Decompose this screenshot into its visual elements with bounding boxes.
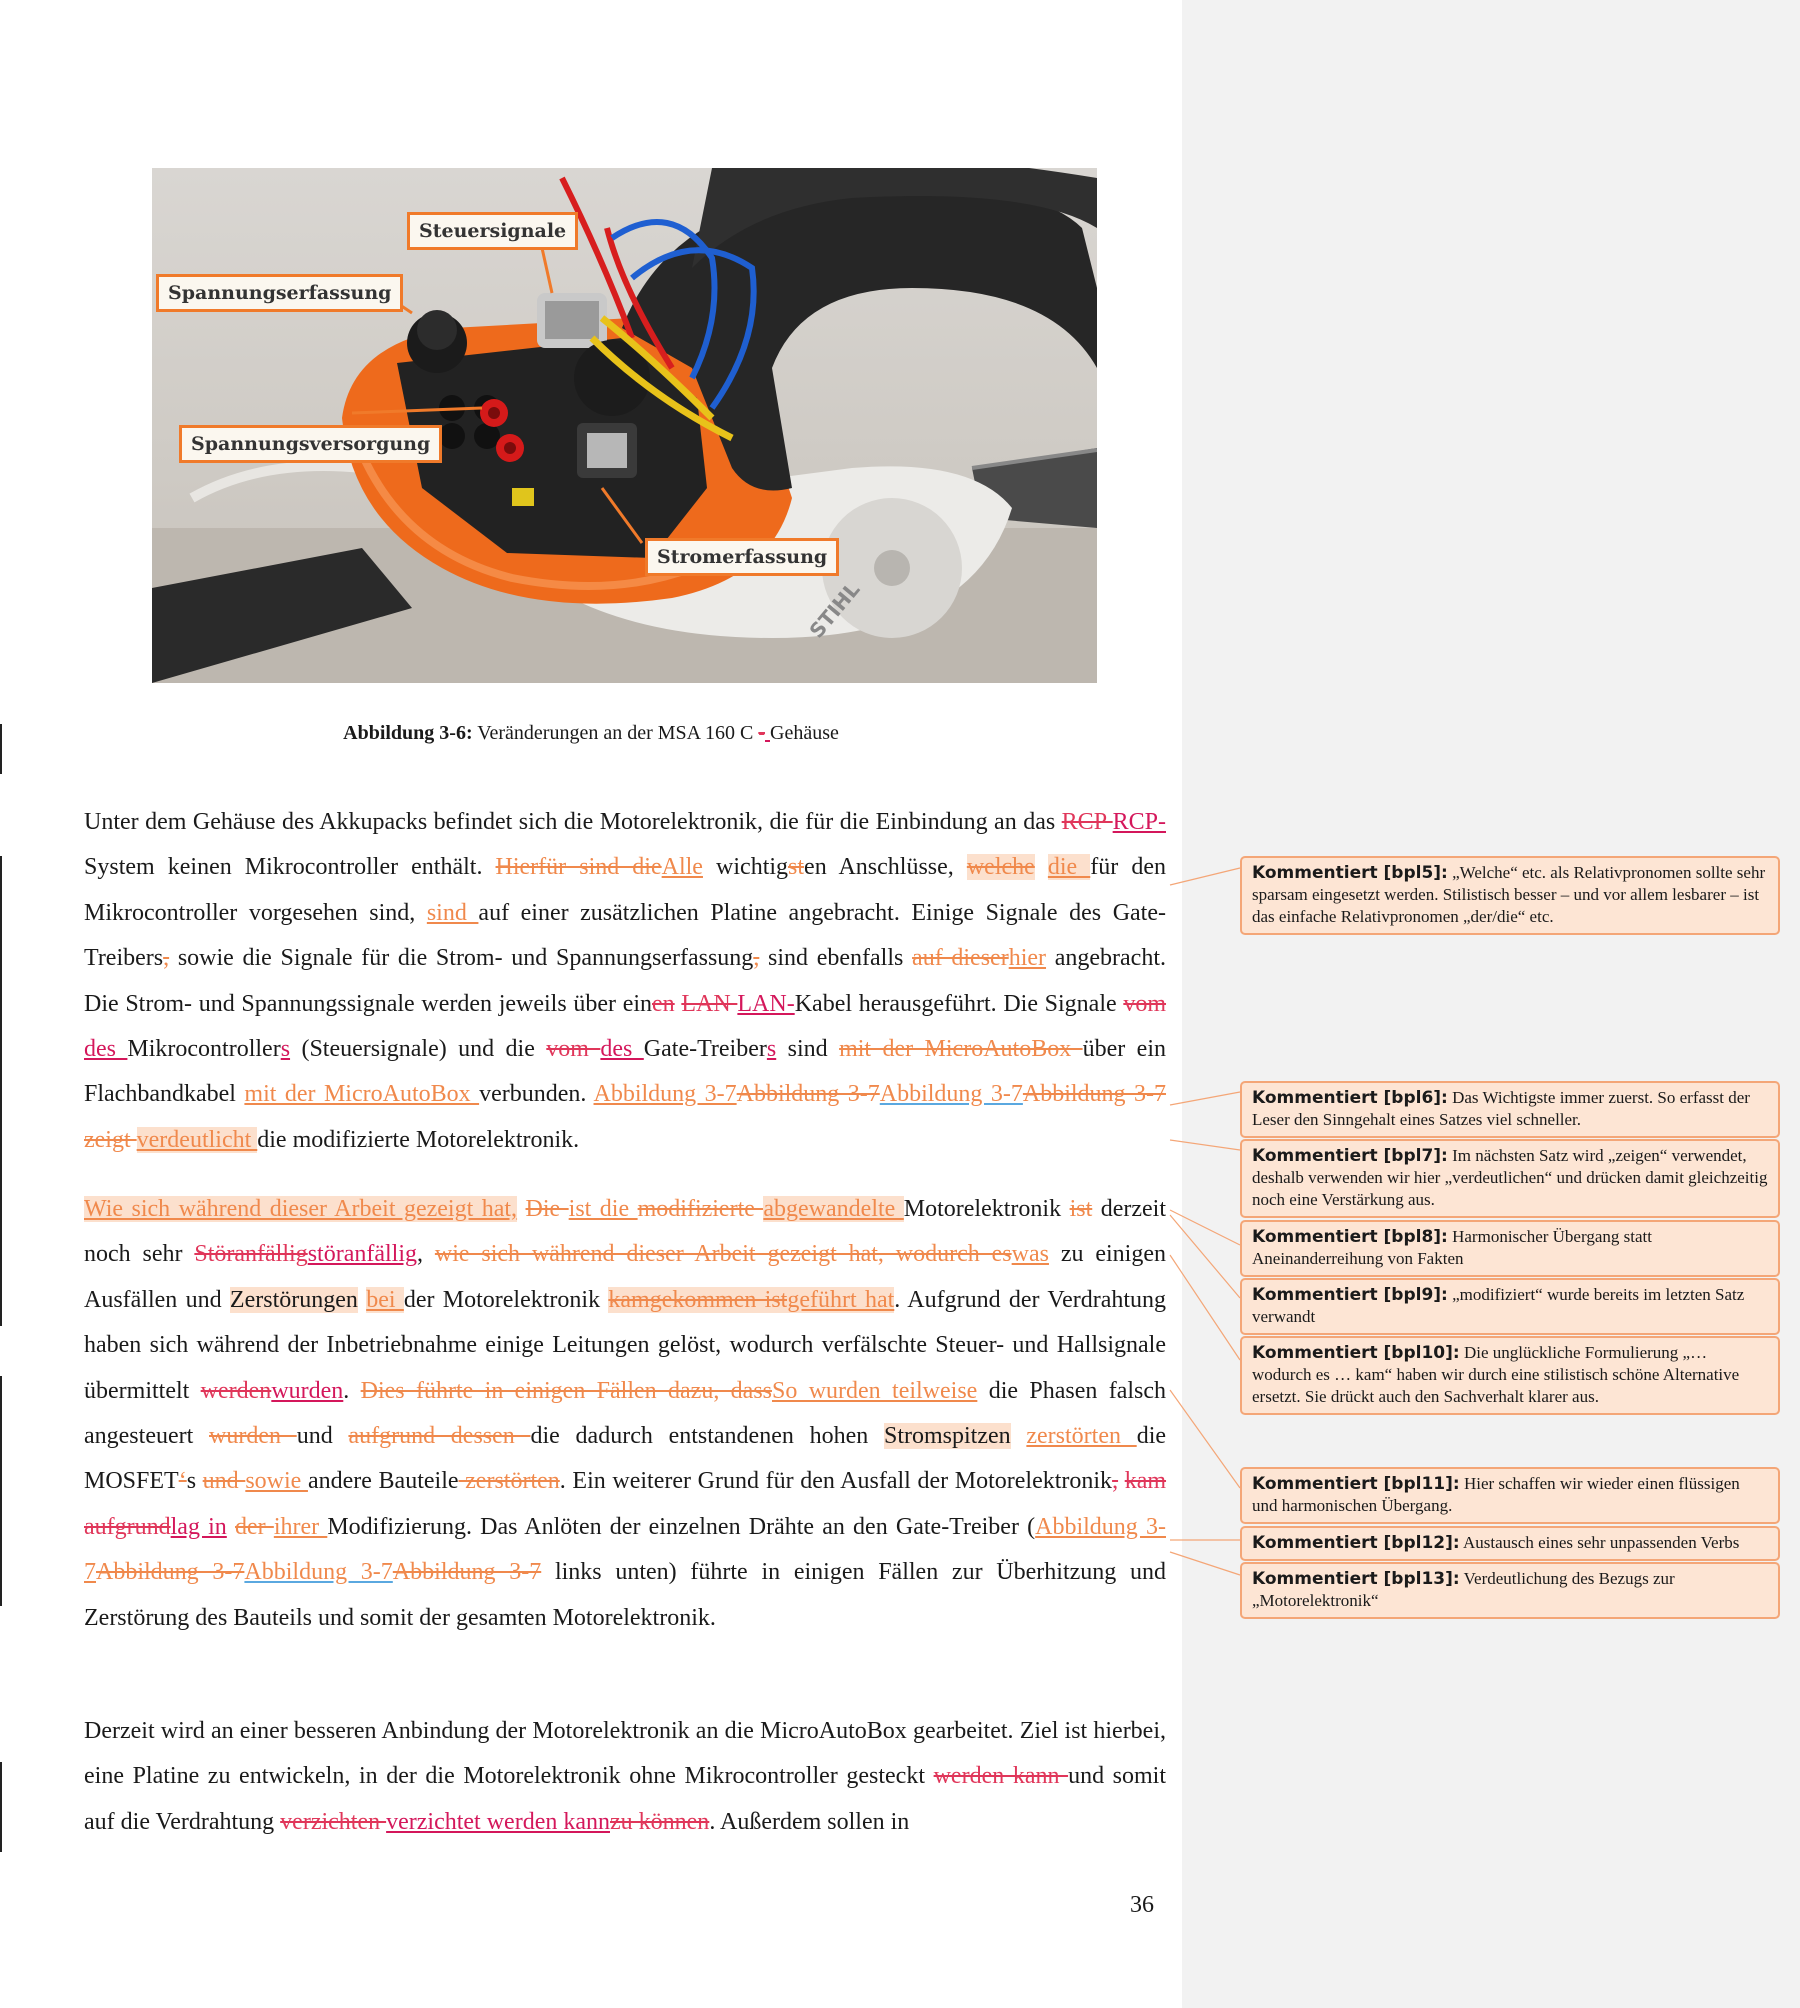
comment-text: Verdeutlichung des Bezugs zur „Motorelektronik“ (1252, 1569, 1675, 1610)
figure-caption (0, 722, 1182, 745)
paragraph-1: Unter dem Gehäuse des Akkupacks befindet sich die Motorelektronik, die für die Einbindung an das RCP RCP-System keinen Mikrocontroller enthält. Hierfür sind dieAlle wichtigsten Anschlüsse, welche die für den Mikrocontroller vorgesehen sind, sind auf einer zusätzlichen Platine angebracht. Einige Signale des Gate-Treibers, sowie die Signale für die Strom- und Spannungserfassung, sind ebenfalls auf dieserhier angebracht. Die Strom- und Spannungssignale werden jeweils über einen LAN LAN-Kabel herausgeführt. Die Signale vom des Mikrocontrollers (Steuersignale) und die vom des Gate-Treibers sind mit der MicroAutoBox über ein Flachbandkabel mit der MicroAutoBox verbunden. Abbildung 3-7Abbildung 3-7Abbildung 3-7Abbildung 3-7 zeigt verdeutlicht die modifizierte Motorelektronik. (84, 809, 1167, 1153)
insertion: des (84, 1036, 128, 1063)
comment-bpl9[interactable] (1240, 1278, 1780, 1335)
caption-label: Abbildung 3-6: (343, 722, 473, 744)
comment-bpl13[interactable] (1240, 1562, 1780, 1619)
comment-bpl7[interactable] (1240, 1139, 1780, 1218)
comment-author: Kommentiert [bpl12]: (1252, 1533, 1460, 1553)
change-bar (0, 856, 2, 1326)
comment-bpl6[interactable] (1240, 1081, 1780, 1138)
caption-text: Gehäuse (770, 722, 839, 744)
figure-label-steuersignale: Steuersignale (407, 212, 578, 250)
comment-text: Im nächsten Satz wird „zeigen“ verwendet, deshalb verwenden wir hier „verdeutlichen“ und drücken damit gleichzeitig noch eine Verstärkung aus. (1252, 1146, 1768, 1209)
deletion: zerstörten (458, 1468, 560, 1495)
paragraph-2: Wie sich während dieser Arbeit gezeigt hat, Die ist die modifizierte abgewandelte Motorelektronik ist derzeit noch sehr Störanfälligstöranfällig, wie sich während dieser Arbeit gezeigt hat, wodurch eswas zu einigen Ausfällen und Zerstörungen bei der Motorelektronik kamgekommen istgeführt hat. Aufgrund der Verdrahtung haben sich während der Inbetriebnahme einige Leitungen gelöst, wodurch verfälschte Steuer- und Hallsignale übermittelt werdenwurden. Dies führte in einigen Fällen dazu, dassSo wurden teilweise die Phasen falsch angesteuert wurden und aufgrund dessen die dadurch entstandenen hohen Stromspitzen zerstörten die MOSFET‘s und sowie andere Bauteile zerstörten. Ein weiterer Grund für den Ausfall der Motorelektronik, kam aufgrundlag in der ihrer Modifizierung. Das Anlöten der einzelnen Drähte an den Gate-Treiber (Abbildung 3-7Abbildung 3-7Abbildung 3-7Abbildung 3-7 links unten) führte in einigen Fällen zur Überhitzung und Zerstörung des Bauteils und somit der gesamten Motorelektronik. (84, 1196, 1167, 1631)
paragraph-3: Derzeit wird an einer besseren Anbindung der Motorelektronik an die MicroAutoBox gearbeitet. Ziel ist hierbei, eine Platine zu entwickeln, in der die Motorelektronik ohne Mikrocontroller gesteckt werden kann und somit auf die Verdrahtung verzichten verzichtet werden kannzu können. Außerdem sollen in (84, 1718, 1166, 1835)
deletion: wie sich während dieser Arbeit gezeigt hat, wodurch es (434, 1241, 1012, 1268)
comment-bpl8[interactable] (1240, 1220, 1780, 1277)
comment-author: Kommentiert [bpl13]: (1252, 1569, 1460, 1589)
deletion: Hierfür sind die (495, 854, 662, 881)
change-bar (0, 1762, 2, 1852)
insertion: die (1047, 854, 1091, 881)
highlighted-text: Stromspitzen (883, 1423, 1011, 1450)
comment-author: Kommentiert [bpl8]: (1252, 1227, 1448, 1247)
comment-bpl5[interactable] (1240, 856, 1780, 935)
comment-bpl11[interactable] (1240, 1467, 1780, 1524)
deletion: kam aufgrund (84, 1468, 1167, 1540)
insertion: sowie (245, 1468, 308, 1495)
deletion: en (652, 990, 675, 1017)
figure-label-spannungserfassung: Spannungserfassung (156, 274, 403, 312)
housing-brand-text: STIHL (804, 577, 865, 643)
figure-reference[interactable]: Abbildung 3-7 (879, 1081, 1023, 1108)
figure-label-spannungsversorgung: Spannungsversorgung (179, 425, 442, 463)
comment-margin-pane (1182, 0, 1800, 2008)
insertion: bei (366, 1286, 404, 1313)
deletion: Abbildung 3-7 (392, 1559, 542, 1586)
insertion: sind (426, 899, 479, 926)
insertion: des (600, 1036, 644, 1063)
insertion: geführt hat (787, 1286, 895, 1313)
comment-author: Kommentiert [bpl10]: (1252, 1343, 1460, 1363)
comment-bpl12[interactable] (1240, 1526, 1780, 1561)
comment-text: Die unglückliche Formulierung „… wodurch es … kam“ haben wir durch eine stilistisch schöne Alternative ersetzt. Sie drückt auch den Sachverhalt klarer aus. (1252, 1343, 1740, 1406)
deletion: st (788, 854, 805, 881)
deletion: Dies führte in einigen Fällen dazu, dass (360, 1377, 772, 1404)
deletion: werden (200, 1377, 272, 1404)
figure-label-stromerfassung: Stromerfassung (645, 538, 839, 576)
deletion: mit der MicroAutoBox (839, 1036, 1083, 1063)
insertion: abgewandelte (763, 1196, 904, 1222)
insertion: störanfällig (307, 1241, 417, 1268)
insertion: RCP- (1112, 809, 1166, 835)
insertion: Wie sich während dieser Arbeit gezeigt hat, (84, 1196, 518, 1222)
comment-text: „Welche“ etc. als Relativpronomen sollte sehr sparsam eingesetzt werden. Stilistisch besser – und vor allem lesbarer – ist das einfache Relativpronomen „der/die“ etc. (1252, 863, 1766, 926)
comment-author: Kommentiert [bpl5]: (1252, 863, 1448, 883)
insertion: Alle (661, 854, 703, 881)
deletion: der (235, 1513, 274, 1540)
comment-text: Austausch eines sehr unpassenden Verbs (1459, 1533, 1740, 1552)
comment-author: Kommentiert [bpl9]: (1252, 1285, 1448, 1305)
comment-author: Kommentiert [bpl6]: (1252, 1088, 1448, 1108)
insertion: lag in (170, 1513, 227, 1540)
insertion: s (280, 1036, 291, 1063)
deletion: - (758, 722, 765, 744)
deletion: Abbildung 3-7 (96, 1559, 245, 1586)
figure-reference[interactable]: Abbildung 3-7 (593, 1081, 737, 1108)
deletion: modifizierte (637, 1196, 764, 1222)
insertion: mit der MicroAutoBox (244, 1081, 480, 1108)
caption-text: Veränderungen an der MSA 160 C (472, 722, 759, 744)
deletion: Abbildung 3-7 (1022, 1081, 1167, 1108)
deletion: Die (525, 1196, 569, 1222)
comment-author: Kommentiert [bpl11]: (1252, 1474, 1460, 1494)
insertion: verzichtet werden kann (386, 1808, 610, 1835)
figure-reference[interactable]: Abbildung 3-7 (84, 1513, 1166, 1586)
deletion: welche (966, 854, 1035, 881)
insertion: LAN- (737, 990, 795, 1017)
deletion: zeigt (84, 1126, 137, 1153)
deletion: Abbildung 3-7 (736, 1081, 880, 1108)
deletion: wurden (209, 1423, 297, 1450)
figure-photo (152, 168, 1097, 683)
insertion: was (1011, 1241, 1049, 1268)
change-bar (0, 1376, 2, 1606)
deletion: kamgekommen ist (608, 1286, 788, 1313)
deletion: werden kann (933, 1763, 1069, 1790)
deletion: vom (1123, 990, 1167, 1017)
figure-reference[interactable]: Abbildung 3-7 (244, 1559, 393, 1586)
deletion: LAN (681, 990, 738, 1017)
deletion: RCP (1061, 809, 1113, 835)
highlighted-text: Zerstörungen (229, 1286, 358, 1313)
deletion: auf dieser (912, 945, 1009, 972)
insertion: s (766, 1036, 777, 1063)
comment-text: Harmonischer Übergang statt Aneinanderreihung von Fakten (1252, 1227, 1652, 1268)
comment-bpl10[interactable] (1240, 1336, 1780, 1415)
deletion: ist (1069, 1196, 1093, 1222)
deletion: zu können (610, 1808, 710, 1835)
deletion: und (202, 1468, 246, 1495)
page-number: 36 (1130, 1892, 1154, 1918)
insertion: wurden (271, 1377, 344, 1404)
insertion: So wurden teilweise (772, 1377, 978, 1404)
comment-text: Hier schaffen wir wieder einen flüssigen und harmonischen Übergang. (1252, 1474, 1740, 1515)
deletion: , (163, 945, 170, 972)
comment-text: „modifiziert“ wurde bereits im letzten Satz verwandt (1252, 1285, 1745, 1326)
insertion: ist die (568, 1196, 638, 1222)
deletion: verzichten (280, 1808, 387, 1835)
insertion: hier (1008, 945, 1047, 972)
comment-text: Das Wichtigste immer zuerst. So erfasst der Leser den Sinngehalt eines Satzes viel schneller. (1252, 1088, 1750, 1129)
insertion: ihrer (273, 1513, 328, 1540)
insertion: zerstörten (1026, 1423, 1137, 1450)
comment-author: Kommentiert [bpl7]: (1252, 1146, 1448, 1166)
deletion: , (1112, 1468, 1119, 1495)
deletion: Störanfällig (194, 1241, 308, 1268)
deletion: ‘ (178, 1468, 187, 1495)
deletion: aufgrund dessen (348, 1423, 531, 1450)
deletion: vom (546, 1036, 601, 1063)
insertion: verdeutlicht (136, 1126, 258, 1153)
deletion: , (753, 945, 760, 972)
